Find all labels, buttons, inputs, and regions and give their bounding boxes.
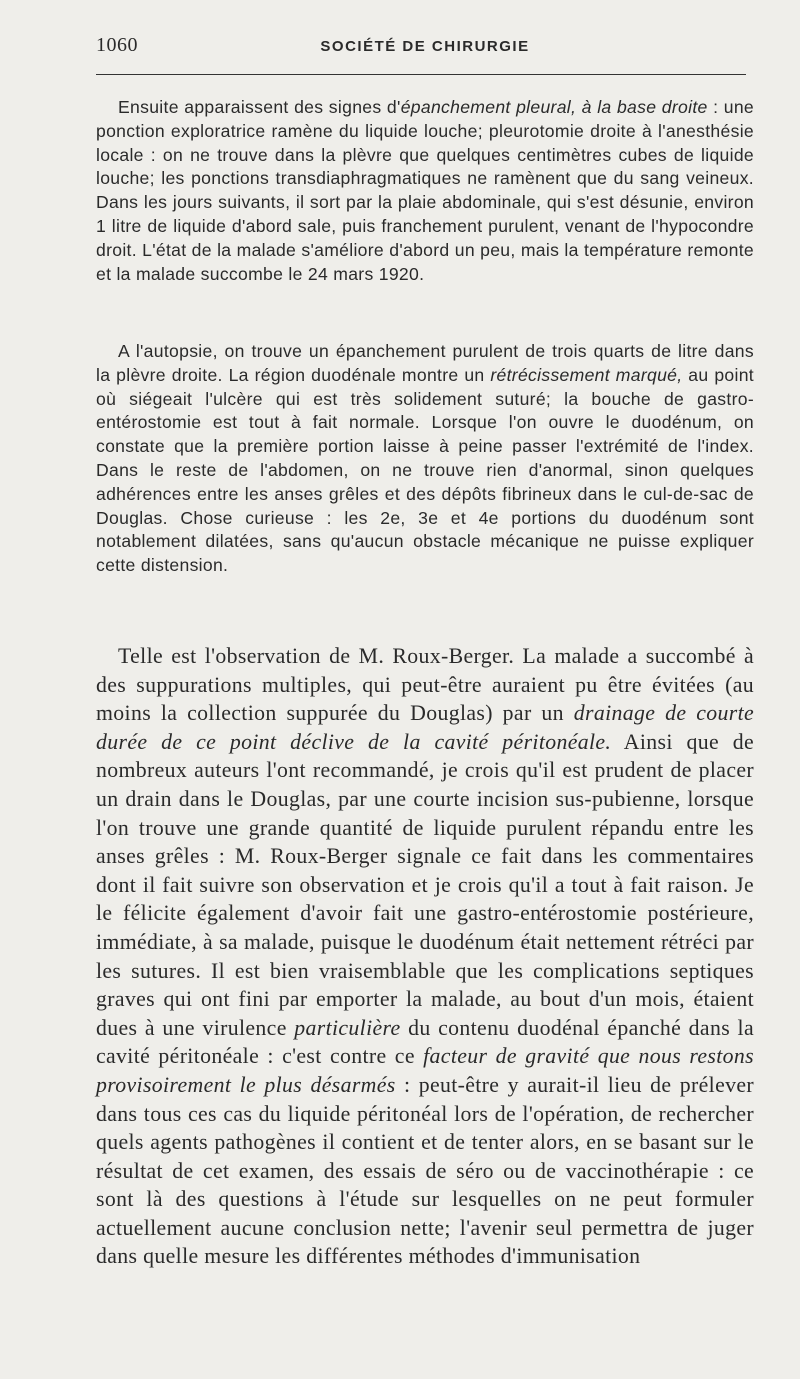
- paragraph-pleural-effusion: [96, 96, 754, 286]
- paragraph-text: au point où siégeait l'ulcère qui est très solidement suturé; la bouche de gastro-entérostomie est tout à fait normale. Lorsque l'on ouvre le duodénum, on constate que la première portion laisse à peine passer l'extrémité de l'index. Dans le reste de l'abdomen, on ne trouve rien d'anormal, sinon quelques adhérences entre les anses grêles et des dépôts fibrineux dans le cul-de-sac de Douglas. Chose curieuse : les 2e, 3e et 4e portions du duodénum sont notablement dilatées, sans qu'aucun obstacle mécanique ne puisse expliquer cette distension.: [96, 364, 754, 576]
- paragraph-text: Telle est l'observation de M. Roux-Berger. La malade a succombé à des suppurations multiples, qui peut-être auraient pu être évitées (au moins la collection suppurée du Douglas) par un: [96, 644, 754, 726]
- paragraph-text: du contenu duodénal épanché dans la cavité péritonéale : c'est contre ce: [96, 1015, 754, 1069]
- paragraph-text: Ensuite apparaissent des signes d': [118, 97, 401, 117]
- italic-phrase: rétrécissement marqué,: [490, 364, 683, 385]
- italic-phrase: épanchement pleural, à la base droite: [400, 97, 708, 117]
- header-rule: [96, 74, 746, 75]
- paragraph-commentary: [96, 642, 754, 1271]
- paragraph-text: Ainsi que de nombreux auteurs l'ont recommandé, je crois qu'il est prudent de placer un drain dans le Douglas, par une courte incision sus-pubienne, lorsque l'on trouve une grande quantité de liquide purulent répandu entre les anses grêles : M. Roux-Berger signale ce fait dans les commentaires dont il fait suivre son observation et je crois qu'il a tout à fait raison. Je le félicite également d'avoir fait une gastro-entérostomie postérieure, immédiate, à sa malade, puisque le duodénum était nettement rétréci par les sutures. Il est bien vraisemblable que les complications septiques graves qui ont fini par emporter la malade, au bout d'un mois, étaient dues à une virulence: [96, 729, 754, 1040]
- italic-phrase: drainage de courte durée de ce point déclive de la cavité péritonéale.: [96, 701, 755, 754]
- paragraph-text: : peut-être y aurait-il lieu de prélever dans tous ces cas du liquide péritonéal lors de l'opération, de rechercher quels agents pathogènes il contient et de tenter alors, en se basant sur le résultat de cet examen, des essais de séro ou de vaccinothérapie : ce sont là des questions à l'étude sur lesquelles on ne peut formuler actuellement aucune conclusion nette; l'avenir seul permettra de juger dans quelle mesure les différentes méthodes d'immunisation: [96, 1072, 754, 1269]
- italic-phrase: particulière: [294, 1015, 401, 1040]
- page-header: [96, 34, 754, 64]
- paragraph-autopsy: [96, 340, 754, 578]
- paragraph-text: : une ponction exploratrice ramène du liquide louche; pleurotomie droite à l'anesthésie locale : on ne trouve dans la plèvre que quelques centimètres cubes de liquide louche; les ponctions transdiaphragmatiques ne ramènent que du sang veineux. Dans les jours suivants, il sort par la plaie abdominale, qui s'est désunie, environ 1 litre de liquide d'abord sale, puis franchement purulent, venant de l'hypocondre droit. L'état de la malade s'améliore d'abord un peu, mais la température remonte et la malade succombe le 24 mars 1920.: [96, 97, 754, 284]
- paragraph-text: A l'autopsie, on trouve un épanchement purulent de trois quarts de litre dans la plèvre droite. La région duodénale montre un: [96, 341, 754, 385]
- page-number: 1060: [96, 34, 138, 56]
- italic-phrase: facteur de gravité que nous restons provisoirement le plus désarmés: [96, 1044, 754, 1097]
- running-title: SOCIÉTÉ DE CHIRURGIE: [320, 38, 530, 55]
